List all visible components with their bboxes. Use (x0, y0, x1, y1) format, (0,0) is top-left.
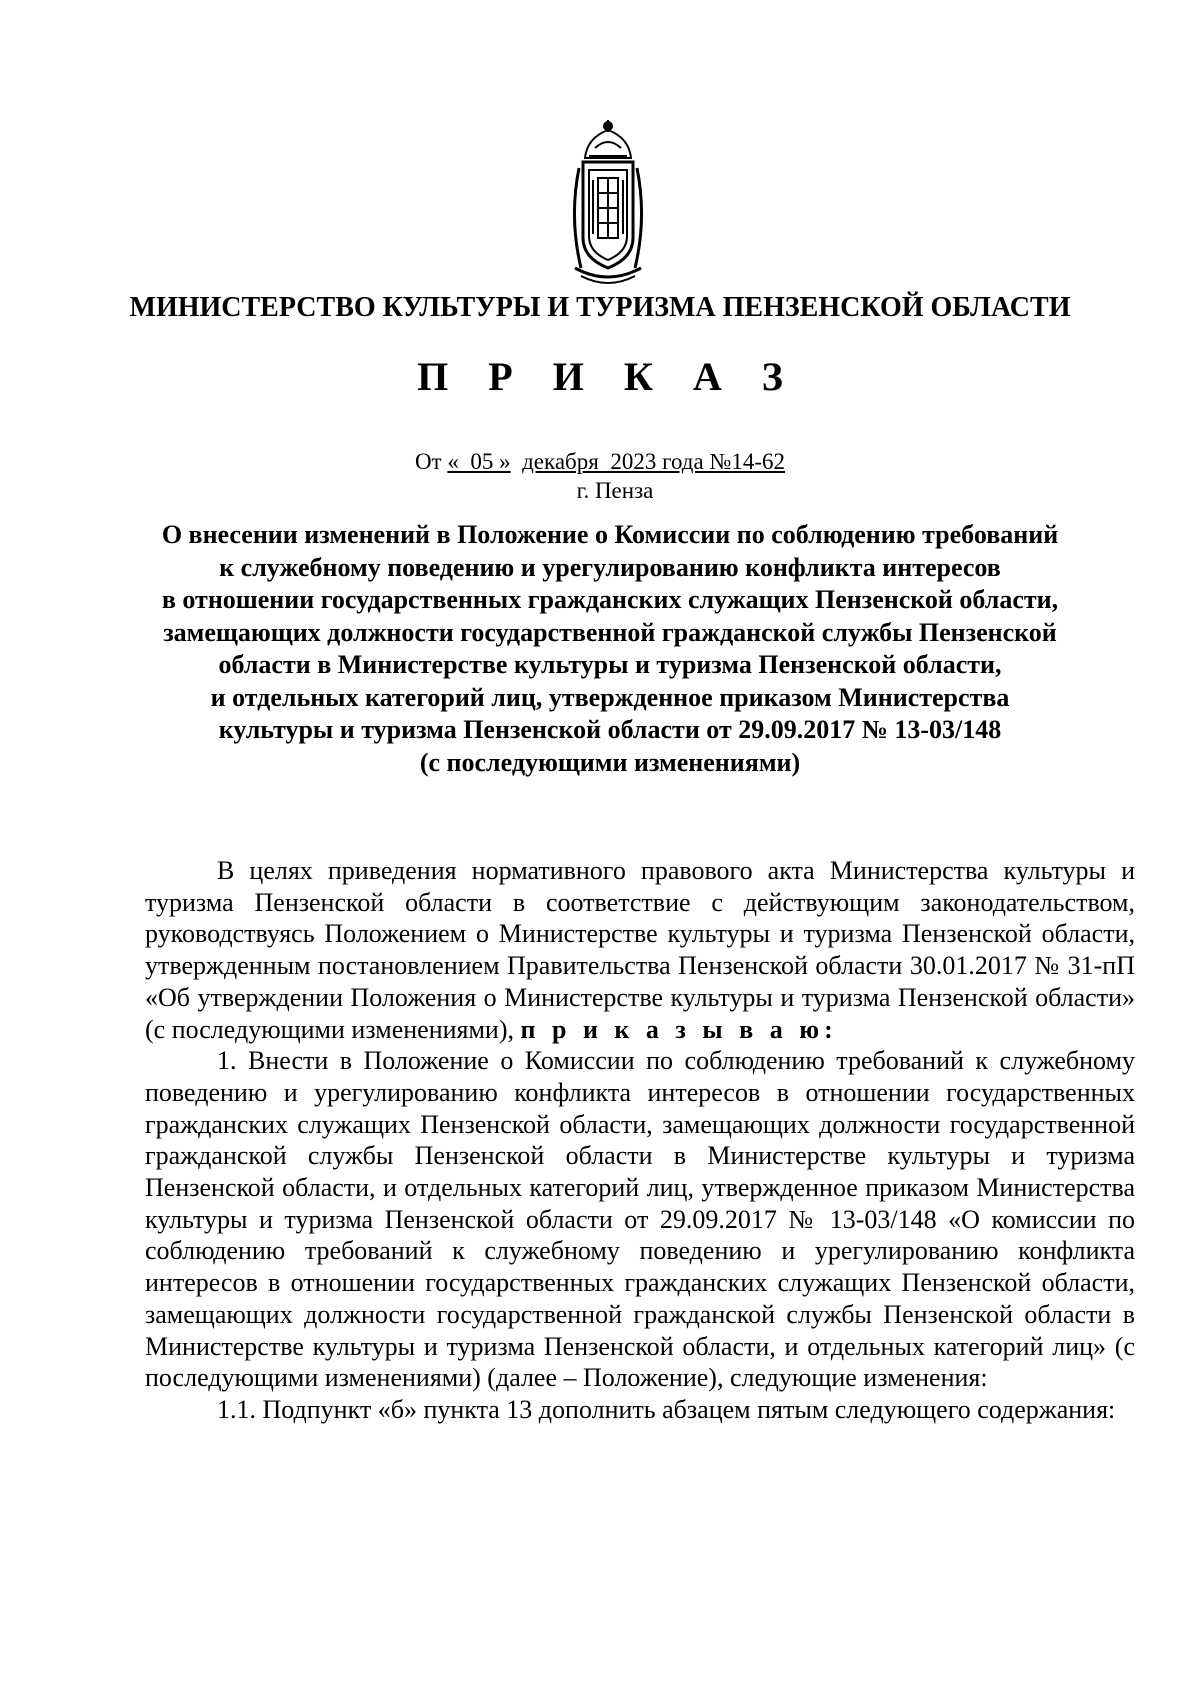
heading-line: в отношении государственных гражданских служащих Пензенской области, (161, 585, 1059, 614)
coat-of-arms-emblem (565, 118, 651, 286)
paragraph-preamble (145, 855, 1135, 1045)
date-day: « 05 » (447, 449, 511, 474)
paragraph-item-1-1: 1.1. Подпункт «б» пункта 13 дополнить абзацем пятым следующего содержания: (217, 1394, 1116, 1424)
order-title: П Р И К А З (417, 354, 798, 399)
heading-line: (с последующими изменениями) (419, 747, 801, 777)
city: г. Пенза (576, 478, 654, 503)
order-date-line (0, 447, 1200, 477)
order-heading (130, 519, 1090, 779)
heading-line: культуры и туризма Пензенской области от 29.09.2017 № 13-03/148 (218, 715, 1002, 744)
heading-line: и отдельных категорий лиц, утвержденное приказом Министерства (210, 682, 1010, 712)
order-body (145, 855, 1135, 1426)
heading-line: замещающих должности государственной гражданской службы Пензенской (163, 617, 1057, 647)
date-month-year-number: декабря 2023 года №14-62 (522, 449, 786, 474)
order-word: п р и к а з ы в а ю: (520, 1014, 838, 1044)
date-prefix: От (414, 449, 448, 474)
heading-line: О внесении изменений в Положение о Комиссии по соблюдению требований (161, 520, 1059, 549)
preamble-text: В целях приведения нормативного правового акта Министерства культуры и туризма Пензенской области в соответствие с действующим законодательством, руководствуясь Положением о Министерстве культуры и туризма Пензенской области, утвержденным постановлением Правительства Пензенской области 30.01.2017 № 31-пП «Об утверждении Положения о Министерстве культуры и туризма Пензенской области» (с последующими изменениями), (145, 856, 1135, 1044)
paragraph-item-1: 1. Внести в Положение о Комиссии по соблюдению требований к служебному поведению и урегулированию конфликта интересов в отношении государственных гражданских служащих Пензенской области, замещающих должности государственной гражданской службы Пензенской области в Министерстве культуры и туризма Пензенской области, и отдельных категорий лиц, утвержденное приказом Министерства культуры и туризма Пензенской области от 29.09.2017 № 13-03/148 «О комиссии по соблюдению требований к служебному поведению и урегулированию конфликта интересов в отношении государственных гражданских служащих Пензенской области, замещающих должности государственной гражданской службы Пензенской области в Министерстве культуры и туризма Пензенской области, и отдельных категорий лиц» (с последующими изменениями) (далее – Положение), следующие изменения: (145, 1046, 1135, 1393)
ministry-name: МИНИСТЕРСТВО КУЛЬТУРЫ И ТУРИЗМА ПЕНЗЕНСКОЙ ОБЛАСТИ (129, 292, 1071, 323)
heading-line: к служебному поведению и урегулированию конфликта интересов (219, 552, 1001, 582)
heading-line: области в Министерстве культуры и туризма Пензенской области, (218, 650, 1002, 679)
